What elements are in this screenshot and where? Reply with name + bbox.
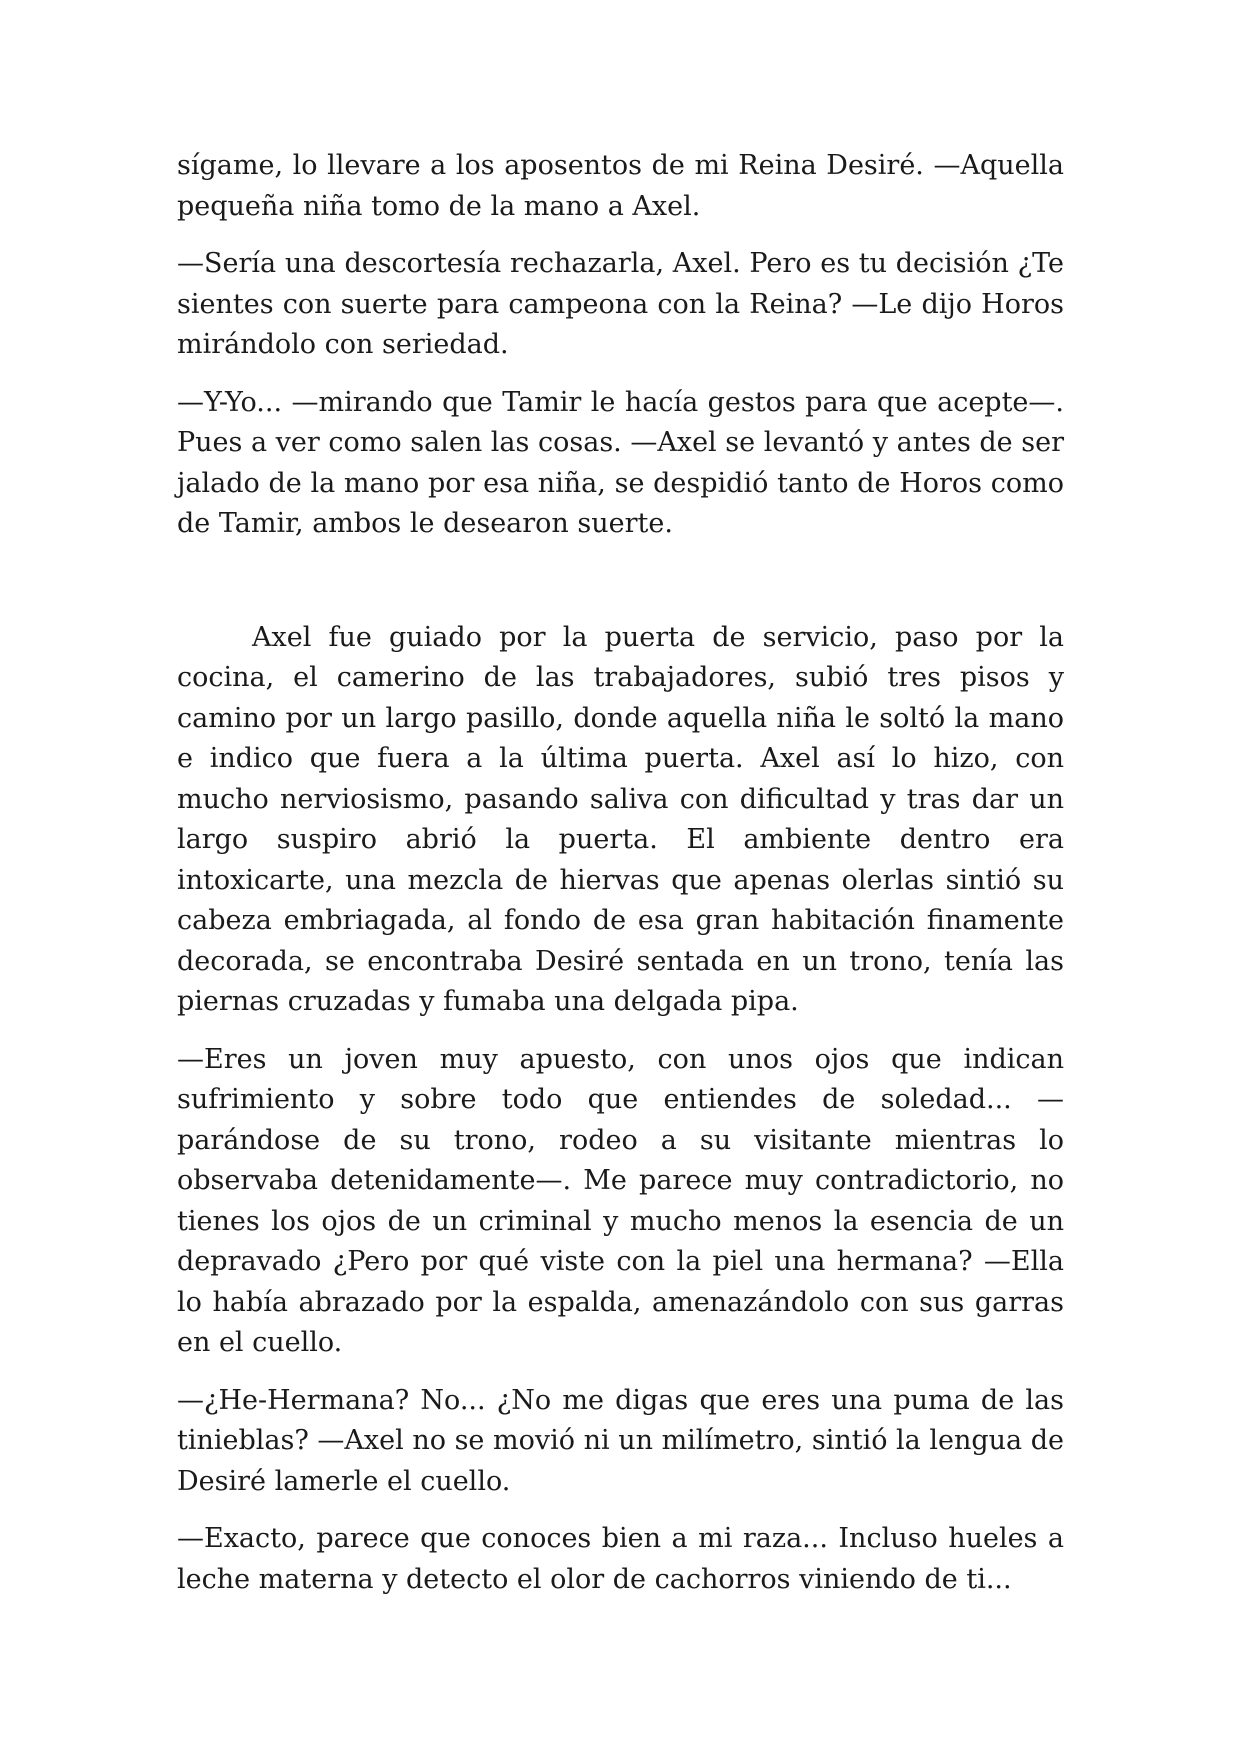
paragraph: —Eres un joven muy apuesto, con unos ojos que indican sufrimiento y sobre todo que entiendes de soledad... —parándose de su trono, rodeo a su visitante mientras lo observaba detenidamente—. Me parece muy contradictorio, no tienes los ojos de un criminal y mucho menos la esencia de un depravado ¿Pero por qué viste con la piel una hermana? —Ella lo había abrazado por la espalda, amenazándolo con sus garras en el cuello. <box>177 1043 1064 1358</box>
paragraph: —¿He-Hermana? No... ¿No me digas que eres una puma de las tinieblas? —Axel no se movió ni un milímetro, sintió la lengua de Desiré lamerle el cuello. <box>177 1384 1064 1497</box>
paragraph: —Y-Yo... —mirando que Tamir le hacía gestos para que acepte—. Pues a ver como salen las cosas. —Axel se levantó y antes de ser jalado de la mano por esa niña, se despidió tanto de Horos como de Tamir, ambos le desearon suerte. <box>177 386 1064 539</box>
paragraph: Axel fue guiado por la puerta de servicio, paso por la cocina, el camerino de las trabajadores, subió tres pisos y camino por un largo pasillo, donde aquella niña le soltó la mano e indico que fuera a la última puerta. Axel así lo hizo, con mucho nerviosismo, pasando saliva con dificultad y tras dar un largo suspiro abrió la puerta. El ambiente dentro era intoxicarte, una mezcla de hiervas que apenas olerlas sintió su cabeza embriagada, al fondo de esa gran habitación finamente decorada, se encontraba Desiré sentada en un trono, tenía las piernas cruzadas y fumaba una delgada pipa. <box>177 621 1064 1017</box>
body-text <box>177 146 1064 1617</box>
paragraph: sígame, lo llevare a los aposentos de mi Reina Desiré. —Aquella pequeña niña tomo de la mano a Axel. <box>177 150 1064 222</box>
section-break <box>177 562 1064 618</box>
paragraph: —Sería una descortesía rechazarla, Axel. Pero es tu decisión ¿Te sientes con suerte para campeona con la Reina? —Le dijo Horos mirándolo con seriedad. <box>177 248 1064 360</box>
paragraph: —Exacto, parece que conoces bien a mi raza... Incluso hueles a leche materna y detecto el olor de cachorros viniendo de ti... <box>177 1523 1064 1595</box>
